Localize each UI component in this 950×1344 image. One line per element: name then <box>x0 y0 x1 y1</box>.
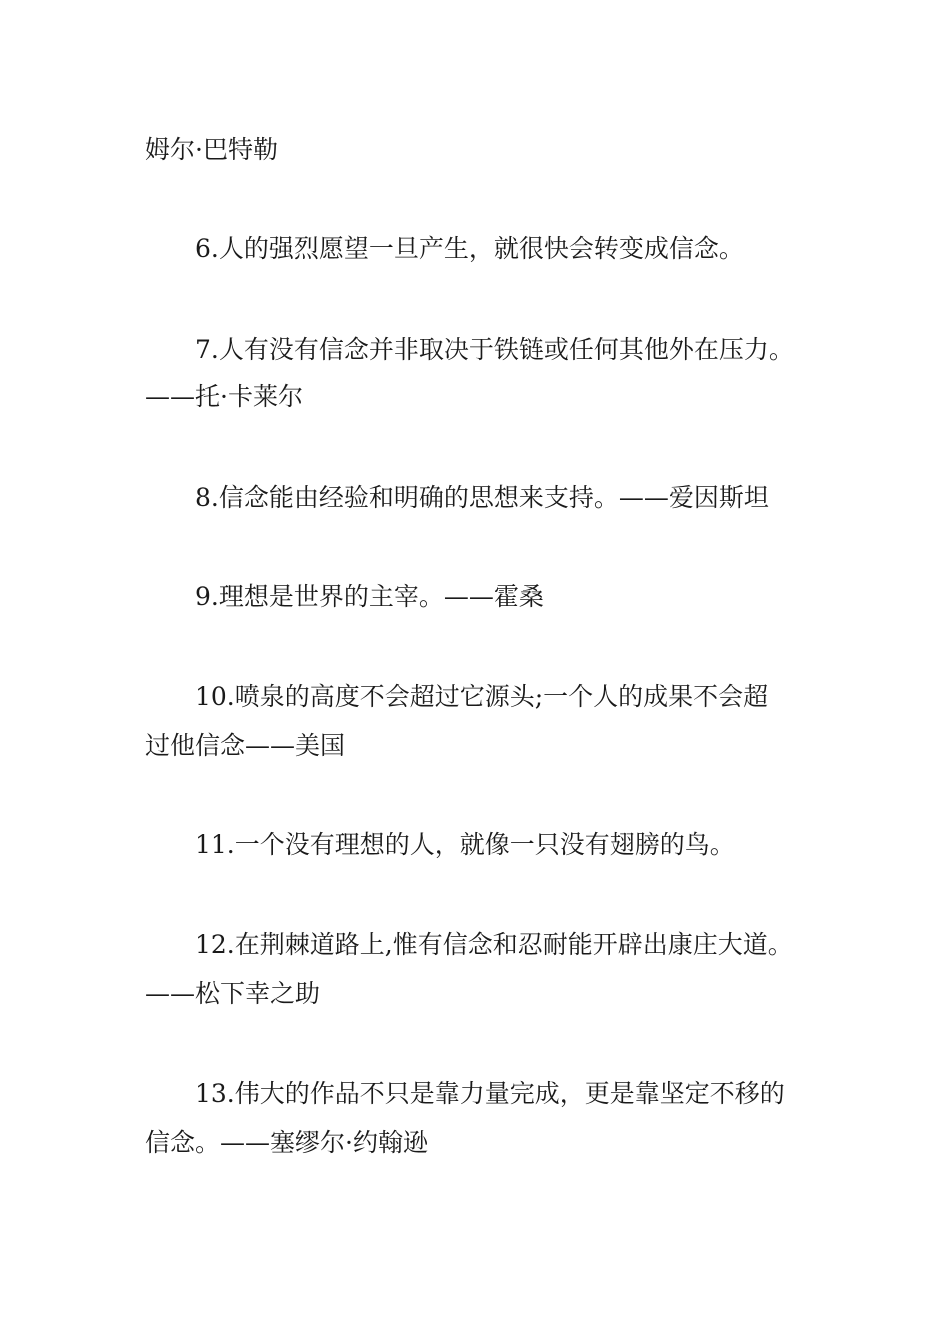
quote-11-line-1: 11.一个没有理想的人，就像一只没有翅膀的鸟。 <box>195 830 735 859</box>
quote-7-line-2: ——托·卡莱尔 <box>145 382 303 411</box>
quote-12-line-2: ——松下幸之助 <box>145 979 321 1008</box>
fragment-line: 姆尔·巴特勒 <box>145 135 278 164</box>
quote-10-line-2: 过他信念——美国 <box>145 731 346 760</box>
quote-9-line-1: 9.理想是世界的主宰。——霍桑 <box>195 582 544 611</box>
quote-13-line-1: 13.伟大的作品不只是靠力量完成，更是靠坚定不移的 <box>195 1079 785 1108</box>
quote-13-line-2: 信念。——塞缪尔·约翰逊 <box>145 1128 428 1157</box>
quote-7-line-1: 7.人有没有信念并非取决于铁链或任何其他外在压力。 <box>195 335 794 364</box>
quote-10-line-1: 10.喷泉的高度不会超过它源头;一个人的成果不会超 <box>195 682 769 711</box>
quote-12-line-1: 12.在荆棘道路上,惟有信念和忍耐能开辟出康庄大道。 <box>195 930 793 959</box>
quote-6-line-1: 6.人的强烈愿望一旦产生，就很快会转变成信念。 <box>195 234 744 263</box>
quote-8-line-1: 8.信念能由经验和明确的思想来支持。——爱因斯坦 <box>195 483 769 512</box>
